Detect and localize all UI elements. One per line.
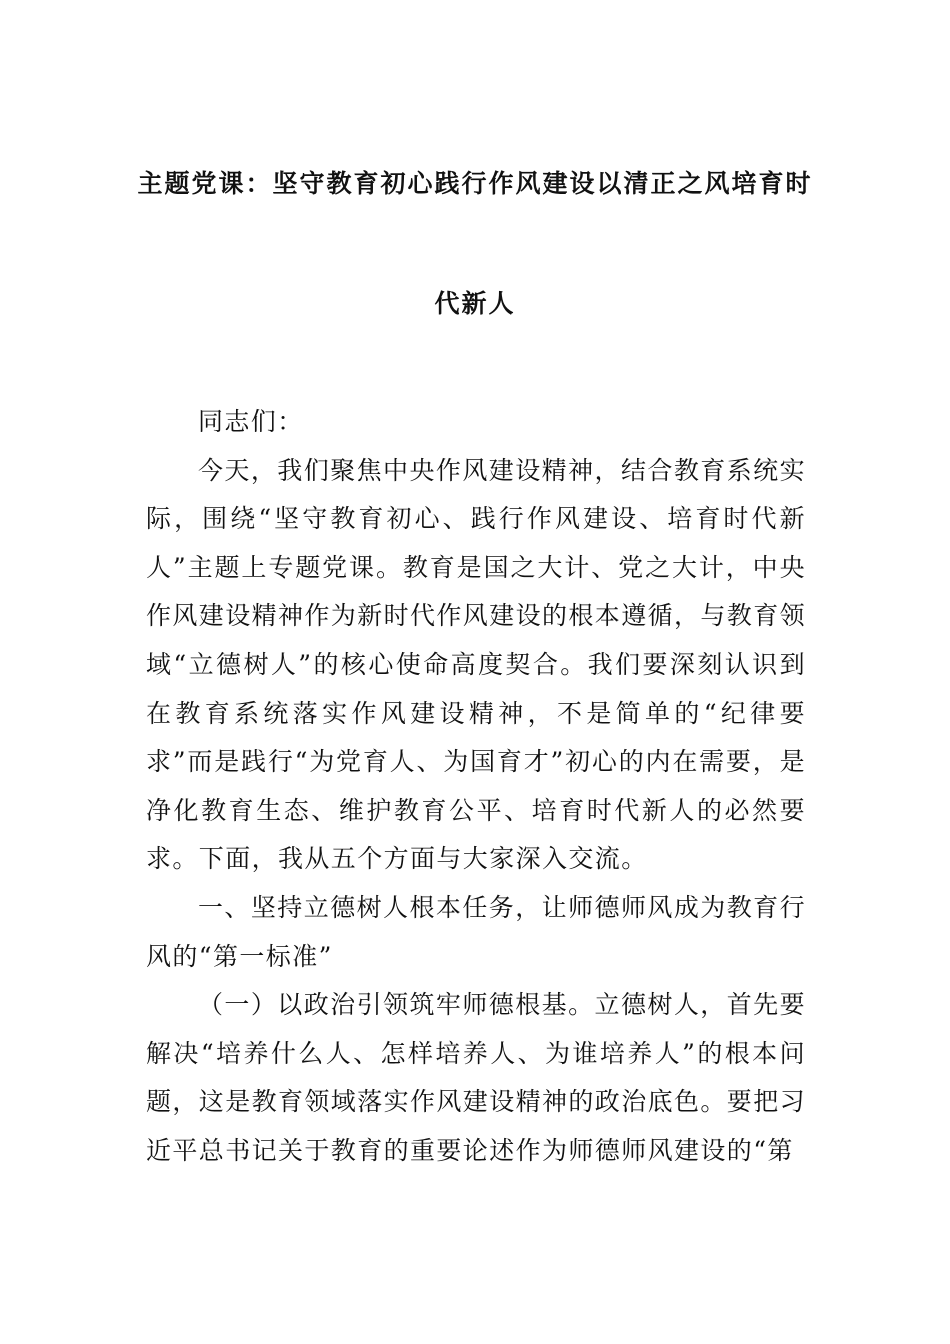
intro-paragraph: 今天，我们聚焦中央作风建设精神，结合教育系统实际，围绕“坚守教育初心、践行作风建设、培育时代新人”主题上专题党课。教育是国之大计、党之大计，中央作风建设精神作为新时代作风建设的根本遵循，与教育领域“立德树人”的核心使命高度契合。我们要深刻认识到在教育系统落实作风建设精神，不是简单的“纪律要求”而是践行“为党育人、为国育才”初心的内在需要，是净化教育生态、维护教育公平、培育时代新人的必然要求。下面，我从五个方面与大家深入交流。 [146, 455, 807, 874]
section-heading-1: 一、坚持立德树人根本任务，让师德师风成为教育行风的“第一标准” [146, 892, 806, 971]
salutation-paragraph: 同志们： [198, 407, 304, 436]
subsection-paragraph-1: （一）以政治引领筑牢师德根基。立德树人，首先要解决“培养什么人、怎样培养人、为谁培养人”的根本问题，这是教育领域落实作风建设精神的政治底色。要把习近平总书记关于教育的重要论述作为师德师风建设的“第 [146, 990, 807, 1165]
document-title-line-1: 主题党课：坚守教育初心践行作风建设以清正之风培育时 [137, 169, 813, 198]
document-body [146, 398, 806, 1176]
document-title-line-2: 代新人 [434, 289, 516, 318]
